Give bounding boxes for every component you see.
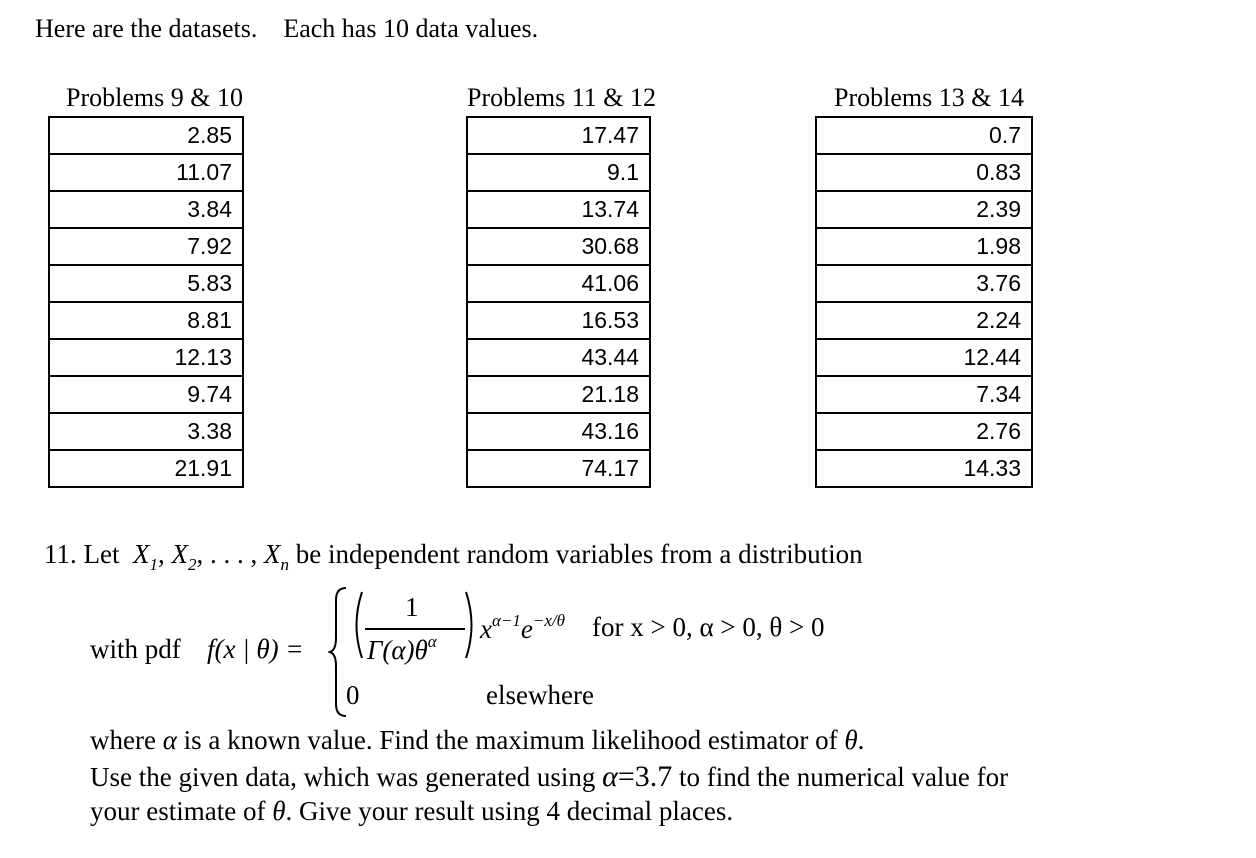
- table-cell: 14.33: [816, 450, 1032, 487]
- kernel-x: x: [480, 614, 492, 644]
- fraction-denominator: [367, 632, 437, 666]
- table-row: [467, 228, 650, 265]
- table-cell: 3.84: [49, 191, 243, 228]
- rv-x2: X: [171, 539, 188, 569]
- table-cell: 2.24: [816, 302, 1032, 339]
- line4-text-b: to find the numerical value for: [679, 762, 1009, 792]
- table-cell: 0.83: [816, 154, 1032, 191]
- line3-alpha: α: [162, 725, 177, 755]
- dataset-heading-3: Problems 13 & 14: [834, 83, 1024, 112]
- kernel-e: e: [520, 614, 533, 644]
- table-cell: 9.74: [49, 376, 243, 413]
- rv-xn-subscript: n: [280, 555, 289, 574]
- table-row: [49, 191, 243, 228]
- table-row: [816, 191, 1032, 228]
- table-row: [816, 376, 1032, 413]
- left-paren-icon: [349, 590, 365, 660]
- problem-lead: Let: [83, 539, 120, 569]
- table-row: [467, 154, 650, 191]
- dataset-table-1: [48, 116, 244, 488]
- table-row: [49, 413, 243, 450]
- dataset-heading-2: Problems 11 & 12: [467, 83, 656, 112]
- table-row: [816, 117, 1032, 154]
- table-cell: 21.91: [49, 450, 243, 487]
- rv-xn: X: [263, 539, 281, 569]
- table-row: [816, 450, 1032, 487]
- line4-text-a: Use the given data, which was generated using: [90, 762, 596, 792]
- rv-x1: X: [132, 539, 150, 569]
- table-row: [816, 302, 1032, 339]
- table-row: [49, 265, 243, 302]
- fraction-bar: [365, 628, 465, 630]
- right-paren-icon: [463, 590, 479, 660]
- table-cell: 21.18: [467, 376, 650, 413]
- intro-sentence-2: Each has 10 data values.: [283, 14, 539, 43]
- table-cell: 9.1: [467, 154, 650, 191]
- problem-line-4: [90, 760, 1008, 794]
- table-row: [816, 413, 1032, 450]
- table-row: [816, 265, 1032, 302]
- problem-line-1: 11. Let $X_1$, $X_2$, . . . , $X_n$ be independent random variables from a distribution: [44, 539, 863, 574]
- table-row: [467, 376, 650, 413]
- line5-theta: θ: [272, 796, 286, 826]
- with-pdf-label: with pdf: [90, 634, 181, 664]
- table-cell: 17.47: [467, 117, 650, 154]
- table-cell: 16.53: [467, 302, 650, 339]
- table-cell: 2.76: [816, 413, 1032, 450]
- problem-line-5: [90, 796, 733, 827]
- table-cell: 13.74: [467, 191, 650, 228]
- table-row: [467, 450, 650, 487]
- table-row: [49, 154, 243, 191]
- pdf-elsewhere: elsewhere: [486, 680, 594, 710]
- intro-sentence-1: Here are the datasets.: [35, 14, 258, 43]
- table-cell: 30.68: [467, 228, 650, 265]
- rv-x1-subscript: 1: [149, 555, 158, 574]
- pdf-kernel: [480, 611, 565, 645]
- table-row: [467, 339, 650, 376]
- table-row: [467, 117, 650, 154]
- table-cell: 3.76: [816, 265, 1032, 302]
- table-cell: 43.44: [467, 339, 650, 376]
- table-row: [816, 228, 1032, 265]
- rv-ellipsis: , . . . ,: [196, 539, 258, 569]
- problem-line-3: [90, 725, 864, 756]
- kernel-x-exponent: α−1: [491, 611, 521, 630]
- table-row: [467, 302, 650, 339]
- table-cell: 0.7: [816, 117, 1032, 154]
- table-cell: 2.39: [816, 191, 1032, 228]
- line5-text-a: your estimate of: [90, 796, 266, 826]
- dataset-table-3: [815, 116, 1033, 488]
- table-cell: 2.85: [49, 117, 243, 154]
- table-cell: 41.06: [467, 265, 650, 302]
- table-row: [816, 339, 1032, 376]
- table-cell: 11.07: [49, 154, 243, 191]
- line4-alpha: α: [602, 760, 618, 793]
- table-cell: 74.17: [467, 450, 650, 487]
- table-row: [467, 265, 650, 302]
- dataset-table-2: [466, 116, 651, 488]
- table-cell: 5.83: [49, 265, 243, 302]
- table-row: [49, 302, 243, 339]
- table-cell: 8.81: [49, 302, 243, 339]
- pdf-zero: 0: [346, 680, 360, 710]
- line5-text-b: . Give your result using 4 decimal places.: [285, 796, 734, 826]
- line3-theta: θ: [844, 725, 858, 755]
- fraction-numerator: 1: [405, 592, 419, 622]
- table-row: [49, 117, 243, 154]
- table-row: [49, 376, 243, 413]
- table-row: [49, 339, 243, 376]
- table-cell: 12.44: [816, 339, 1032, 376]
- table-cell: 7.92: [49, 228, 243, 265]
- denominator-text: Γ(α)θ: [367, 635, 428, 665]
- table-row: [49, 228, 243, 265]
- problem-line-1-text: be independent random variables from a distribution: [295, 539, 863, 569]
- table-row: [49, 450, 243, 487]
- table-row: [467, 191, 650, 228]
- problem-number: 11.: [44, 539, 77, 569]
- kernel-e-exponent: −x/θ: [532, 611, 565, 630]
- pdf-condition: for x > 0, α > 0, θ > 0: [592, 612, 825, 642]
- line3-end: .: [857, 725, 865, 755]
- denominator-exponent: α: [427, 632, 437, 651]
- line3-text-a: where: [90, 725, 156, 755]
- line4-alpha-value: 3.7: [634, 760, 673, 793]
- rv-x2-subscript: 2: [187, 555, 197, 574]
- table-cell: 3.38: [49, 413, 243, 450]
- line4-equals: =: [617, 760, 635, 793]
- table-cell: 1.98: [816, 228, 1032, 265]
- pdf-lhs: f(x | θ) =: [207, 634, 304, 664]
- table-row: [816, 154, 1032, 191]
- intro-line: [35, 14, 538, 44]
- table-cell: 12.13: [49, 339, 243, 376]
- table-cell: 43.16: [467, 413, 650, 450]
- dataset-heading-1: Problems 9 & 10: [66, 83, 243, 112]
- table-cell: 7.34: [816, 376, 1032, 413]
- line3-text-b: is a known value. Find the maximum likelihood estimator of: [183, 725, 838, 755]
- table-row: [467, 413, 650, 450]
